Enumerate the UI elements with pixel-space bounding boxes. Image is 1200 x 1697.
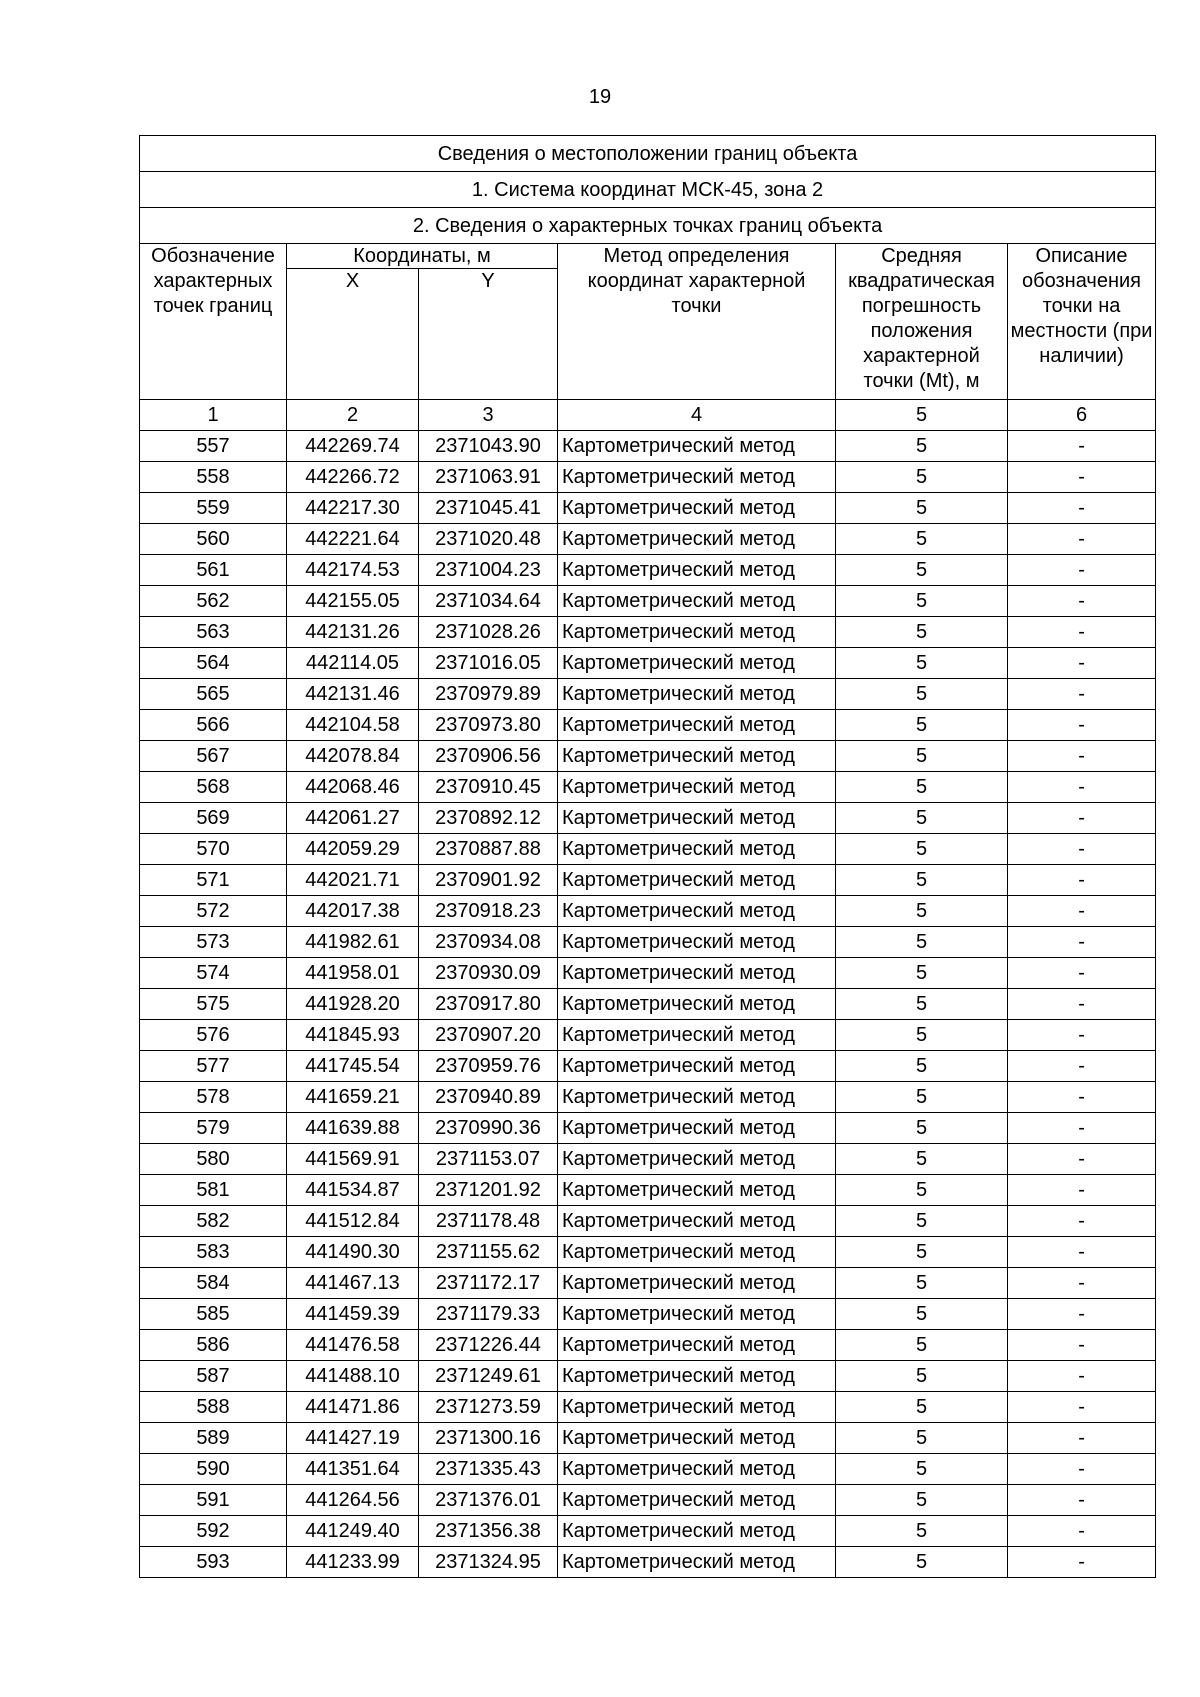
cell-error: 5 <box>836 1175 1008 1206</box>
cell-method: Картометрический метод <box>558 710 836 741</box>
header-y: Y <box>419 269 558 400</box>
table-row <box>140 1144 1156 1175</box>
boundary-points-table <box>139 135 1156 1578</box>
cell-x: 441958.01 <box>287 958 419 989</box>
cell-x: 442021.71 <box>287 865 419 896</box>
cell-error: 5 <box>836 741 1008 772</box>
cell-description: - <box>1008 679 1156 710</box>
cell-y: 2371201.92 <box>419 1175 558 1206</box>
table-row <box>140 1423 1156 1454</box>
cell-method: Картометрический метод <box>558 617 836 648</box>
table-row <box>140 1206 1156 1237</box>
cell-method: Картометрический метод <box>558 1299 836 1330</box>
cell-method: Картометрический метод <box>558 958 836 989</box>
table-row <box>140 555 1156 586</box>
cell-description: - <box>1008 493 1156 524</box>
table-row <box>140 1237 1156 1268</box>
cell-method: Картометрический метод <box>558 462 836 493</box>
cell-y: 2371016.05 <box>419 648 558 679</box>
cell-error: 5 <box>836 1206 1008 1237</box>
cell-description: - <box>1008 1299 1156 1330</box>
cell-x: 441745.54 <box>287 1051 419 1082</box>
cell-description: - <box>1008 1113 1156 1144</box>
table-body <box>140 431 1156 1578</box>
cell-error: 5 <box>836 617 1008 648</box>
cell-y: 2371034.64 <box>419 586 558 617</box>
cell-description: - <box>1008 1144 1156 1175</box>
cell-point: 567 <box>140 741 287 772</box>
table-row <box>140 1113 1156 1144</box>
table-row <box>140 1392 1156 1423</box>
cell-y: 2370930.09 <box>419 958 558 989</box>
cell-description: - <box>1008 462 1156 493</box>
cell-error: 5 <box>836 865 1008 896</box>
cell-description: - <box>1008 431 1156 462</box>
table-row <box>140 1547 1156 1578</box>
cell-description: - <box>1008 648 1156 679</box>
table-row <box>140 617 1156 648</box>
cell-method: Картометрический метод <box>558 586 836 617</box>
cell-point: 557 <box>140 431 287 462</box>
cell-point: 576 <box>140 1020 287 1051</box>
table-row <box>140 1082 1156 1113</box>
cell-error: 5 <box>836 524 1008 555</box>
cell-point: 575 <box>140 989 287 1020</box>
table-row <box>140 1454 1156 1485</box>
cell-y: 2371300.16 <box>419 1423 558 1454</box>
cell-x: 441639.88 <box>287 1113 419 1144</box>
cell-description: - <box>1008 834 1156 865</box>
cell-description: - <box>1008 772 1156 803</box>
cell-method: Картометрический метод <box>558 648 836 679</box>
cell-y: 2371335.43 <box>419 1454 558 1485</box>
table-row <box>140 803 1156 834</box>
section-heading: 2. Сведения о характерных точках границ объекта <box>140 208 1156 244</box>
header-method: Метод определения координат характерной точки <box>558 244 836 400</box>
cell-point: 564 <box>140 648 287 679</box>
cell-method: Картометрический метод <box>558 1051 836 1082</box>
table-row <box>140 493 1156 524</box>
cell-description: - <box>1008 524 1156 555</box>
page-number: 19 <box>588 86 612 108</box>
cell-y: 2370887.88 <box>419 834 558 865</box>
cell-error: 5 <box>836 1082 1008 1113</box>
cell-point: 559 <box>140 493 287 524</box>
cell-description: - <box>1008 1516 1156 1547</box>
column-number-row <box>140 400 1156 431</box>
cell-x: 442217.30 <box>287 493 419 524</box>
table-row <box>140 958 1156 989</box>
cell-y: 2370892.12 <box>419 803 558 834</box>
cell-y: 2371020.48 <box>419 524 558 555</box>
cell-y: 2371063.91 <box>419 462 558 493</box>
cell-description: - <box>1008 958 1156 989</box>
cell-point: 584 <box>140 1268 287 1299</box>
cell-y: 2370940.89 <box>419 1082 558 1113</box>
cell-y: 2370910.45 <box>419 772 558 803</box>
cell-x: 442059.29 <box>287 834 419 865</box>
cell-x: 441534.87 <box>287 1175 419 1206</box>
cell-x: 441569.91 <box>287 1144 419 1175</box>
cell-method: Картометрический метод <box>558 1206 836 1237</box>
cell-method: Картометрический метод <box>558 1175 836 1206</box>
header-error: Средняя квадратическая погрешность положения характерной точки (Mt), м <box>836 244 1008 400</box>
cell-y: 2371178.48 <box>419 1206 558 1237</box>
cell-error: 5 <box>836 1392 1008 1423</box>
cell-point: 587 <box>140 1361 287 1392</box>
cell-description: - <box>1008 1330 1156 1361</box>
cell-error: 5 <box>836 834 1008 865</box>
cell-point: 588 <box>140 1392 287 1423</box>
table-row <box>140 1299 1156 1330</box>
cell-point: 589 <box>140 1423 287 1454</box>
cell-point: 583 <box>140 1237 287 1268</box>
cell-method: Картометрический метод <box>558 1144 836 1175</box>
cell-description: - <box>1008 555 1156 586</box>
cell-y: 2371172.17 <box>419 1268 558 1299</box>
cell-x: 441845.93 <box>287 1020 419 1051</box>
cell-x: 441476.58 <box>287 1330 419 1361</box>
cell-y: 2371045.41 <box>419 493 558 524</box>
cell-y: 2370934.08 <box>419 927 558 958</box>
table-row <box>140 524 1156 555</box>
cell-x: 441233.99 <box>287 1547 419 1578</box>
cell-y: 2371376.01 <box>419 1485 558 1516</box>
cell-error: 5 <box>836 1516 1008 1547</box>
cell-method: Картометрический метод <box>558 865 836 896</box>
cell-method: Картометрический метод <box>558 679 836 710</box>
cell-error: 5 <box>836 1330 1008 1361</box>
cell-x: 441249.40 <box>287 1516 419 1547</box>
table-row <box>140 1268 1156 1299</box>
cell-method: Картометрический метод <box>558 1423 836 1454</box>
cell-method: Картометрический метод <box>558 1330 836 1361</box>
table-row <box>140 1485 1156 1516</box>
table-row <box>140 1175 1156 1206</box>
header-description: Описание обозначения точки на местности (при наличии) <box>1008 244 1156 400</box>
cell-error: 5 <box>836 1051 1008 1082</box>
cell-method: Картометрический метод <box>558 1454 836 1485</box>
cell-point: 577 <box>140 1051 287 1082</box>
column-number: 1 <box>140 400 287 431</box>
cell-description: - <box>1008 1206 1156 1237</box>
cell-x: 441467.13 <box>287 1268 419 1299</box>
cell-y: 2371356.38 <box>419 1516 558 1547</box>
cell-error: 5 <box>836 958 1008 989</box>
cell-description: - <box>1008 1547 1156 1578</box>
cell-method: Картометрический метод <box>558 1082 836 1113</box>
header-coordinates: Координаты, м <box>287 244 558 269</box>
cell-point: 580 <box>140 1144 287 1175</box>
table-row <box>140 431 1156 462</box>
cell-error: 5 <box>836 1020 1008 1051</box>
table-row <box>140 1361 1156 1392</box>
cell-point: 592 <box>140 1516 287 1547</box>
cell-error: 5 <box>836 1299 1008 1330</box>
cell-x: 441264.56 <box>287 1485 419 1516</box>
cell-point: 593 <box>140 1547 287 1578</box>
table-row <box>140 741 1156 772</box>
table-row <box>140 1020 1156 1051</box>
cell-method: Картометрический метод <box>558 1113 836 1144</box>
cell-point: 562 <box>140 586 287 617</box>
cell-y: 2370917.80 <box>419 989 558 1020</box>
cell-y: 2371273.59 <box>419 1392 558 1423</box>
cell-x: 441427.19 <box>287 1423 419 1454</box>
cell-description: - <box>1008 1082 1156 1113</box>
cell-error: 5 <box>836 431 1008 462</box>
cell-description: - <box>1008 1051 1156 1082</box>
column-number: 2 <box>287 400 419 431</box>
cell-x: 442269.74 <box>287 431 419 462</box>
table-row <box>140 1330 1156 1361</box>
cell-y: 2371153.07 <box>419 1144 558 1175</box>
cell-description: - <box>1008 1175 1156 1206</box>
cell-y: 2370906.56 <box>419 741 558 772</box>
cell-description: - <box>1008 1423 1156 1454</box>
column-number: 4 <box>558 400 836 431</box>
cell-y: 2371179.33 <box>419 1299 558 1330</box>
cell-y: 2371004.23 <box>419 555 558 586</box>
cell-x: 442104.58 <box>287 710 419 741</box>
cell-x: 442017.38 <box>287 896 419 927</box>
table-row <box>140 834 1156 865</box>
cell-method: Картометрический метод <box>558 1020 836 1051</box>
cell-point: 565 <box>140 679 287 710</box>
cell-y: 2371249.61 <box>419 1361 558 1392</box>
cell-point: 578 <box>140 1082 287 1113</box>
cell-error: 5 <box>836 586 1008 617</box>
cell-description: - <box>1008 896 1156 927</box>
cell-method: Картометрический метод <box>558 927 836 958</box>
cell-description: - <box>1008 1361 1156 1392</box>
cell-point: 563 <box>140 617 287 648</box>
cell-y: 2370907.20 <box>419 1020 558 1051</box>
cell-method: Картометрический метод <box>558 989 836 1020</box>
cell-description: - <box>1008 1237 1156 1268</box>
cell-x: 442174.53 <box>287 555 419 586</box>
cell-point: 569 <box>140 803 287 834</box>
table-row <box>140 865 1156 896</box>
cell-description: - <box>1008 741 1156 772</box>
cell-error: 5 <box>836 710 1008 741</box>
cell-x: 441928.20 <box>287 989 419 1020</box>
cell-x: 442131.26 <box>287 617 419 648</box>
cell-x: 441459.39 <box>287 1299 419 1330</box>
cell-point: 582 <box>140 1206 287 1237</box>
column-number: 3 <box>419 400 558 431</box>
table-row <box>140 927 1156 958</box>
cell-method: Картометрический метод <box>558 431 836 462</box>
cell-y: 2370959.76 <box>419 1051 558 1082</box>
header-x: X <box>287 269 419 400</box>
coordinate-system: 1. Система координат МСК-45, зона 2 <box>140 172 1156 208</box>
cell-error: 5 <box>836 803 1008 834</box>
cell-point: 579 <box>140 1113 287 1144</box>
table-row <box>140 989 1156 1020</box>
cell-point: 573 <box>140 927 287 958</box>
cell-error: 5 <box>836 927 1008 958</box>
cell-x: 442078.84 <box>287 741 419 772</box>
cell-point: 558 <box>140 462 287 493</box>
table-row <box>140 1516 1156 1547</box>
cell-x: 441488.10 <box>287 1361 419 1392</box>
cell-error: 5 <box>836 1237 1008 1268</box>
cell-error: 5 <box>836 493 1008 524</box>
cell-error: 5 <box>836 1268 1008 1299</box>
cell-error: 5 <box>836 1485 1008 1516</box>
cell-description: - <box>1008 1020 1156 1051</box>
cell-x: 442155.05 <box>287 586 419 617</box>
cell-method: Картометрический метод <box>558 1237 836 1268</box>
cell-error: 5 <box>836 1113 1008 1144</box>
cell-point: 591 <box>140 1485 287 1516</box>
cell-error: 5 <box>836 1547 1008 1578</box>
cell-description: - <box>1008 617 1156 648</box>
table-row <box>140 772 1156 803</box>
cell-method: Картометрический метод <box>558 1485 836 1516</box>
cell-error: 5 <box>836 555 1008 586</box>
cell-point: 566 <box>140 710 287 741</box>
header-point-designation: Обозначение характерных точек границ <box>140 244 287 400</box>
cell-x: 441490.30 <box>287 1237 419 1268</box>
column-number: 6 <box>1008 400 1156 431</box>
cell-y: 2371226.44 <box>419 1330 558 1361</box>
cell-description: - <box>1008 1485 1156 1516</box>
cell-y: 2371155.62 <box>419 1237 558 1268</box>
cell-y: 2370990.36 <box>419 1113 558 1144</box>
cell-x: 441982.61 <box>287 927 419 958</box>
cell-method: Картометрический метод <box>558 1268 836 1299</box>
cell-point: 560 <box>140 524 287 555</box>
cell-error: 5 <box>836 1423 1008 1454</box>
cell-x: 441471.86 <box>287 1392 419 1423</box>
cell-method: Картометрический метод <box>558 1516 836 1547</box>
cell-description: - <box>1008 803 1156 834</box>
cell-description: - <box>1008 1392 1156 1423</box>
cell-method: Картометрический метод <box>558 1361 836 1392</box>
cell-error: 5 <box>836 1361 1008 1392</box>
cell-method: Картометрический метод <box>558 1392 836 1423</box>
cell-point: 585 <box>140 1299 287 1330</box>
cell-y: 2370973.80 <box>419 710 558 741</box>
cell-x: 442266.72 <box>287 462 419 493</box>
table-row <box>140 586 1156 617</box>
cell-description: - <box>1008 989 1156 1020</box>
table-row <box>140 679 1156 710</box>
cell-description: - <box>1008 710 1156 741</box>
cell-y: 2371324.95 <box>419 1547 558 1578</box>
table-row <box>140 648 1156 679</box>
cell-x: 442068.46 <box>287 772 419 803</box>
cell-point: 574 <box>140 958 287 989</box>
cell-x: 441351.64 <box>287 1454 419 1485</box>
cell-description: - <box>1008 865 1156 896</box>
cell-y: 2370901.92 <box>419 865 558 896</box>
cell-method: Картометрический метод <box>558 772 836 803</box>
column-number: 5 <box>836 400 1008 431</box>
cell-method: Картометрический метод <box>558 741 836 772</box>
cell-error: 5 <box>836 772 1008 803</box>
cell-point: 586 <box>140 1330 287 1361</box>
cell-point: 590 <box>140 1454 287 1485</box>
cell-error: 5 <box>836 679 1008 710</box>
cell-y: 2370979.89 <box>419 679 558 710</box>
cell-y: 2371028.26 <box>419 617 558 648</box>
cell-error: 5 <box>836 648 1008 679</box>
cell-method: Картометрический метод <box>558 1547 836 1578</box>
cell-method: Картометрический метод <box>558 834 836 865</box>
cell-error: 5 <box>836 989 1008 1020</box>
cell-x: 442221.64 <box>287 524 419 555</box>
cell-y: 2371043.90 <box>419 431 558 462</box>
table-row <box>140 1051 1156 1082</box>
cell-point: 572 <box>140 896 287 927</box>
cell-error: 5 <box>836 1144 1008 1175</box>
cell-x: 442131.46 <box>287 679 419 710</box>
table-row <box>140 710 1156 741</box>
cell-description: - <box>1008 927 1156 958</box>
cell-method: Картометрический метод <box>558 524 836 555</box>
cell-y: 2370918.23 <box>419 896 558 927</box>
table-row <box>140 462 1156 493</box>
cell-point: 581 <box>140 1175 287 1206</box>
cell-method: Картометрический метод <box>558 803 836 834</box>
cell-point: 568 <box>140 772 287 803</box>
cell-x: 442061.27 <box>287 803 419 834</box>
cell-point: 571 <box>140 865 287 896</box>
cell-description: - <box>1008 1268 1156 1299</box>
cell-point: 570 <box>140 834 287 865</box>
cell-description: - <box>1008 586 1156 617</box>
cell-error: 5 <box>836 896 1008 927</box>
cell-method: Картометрический метод <box>558 555 836 586</box>
cell-x: 441512.84 <box>287 1206 419 1237</box>
cell-x: 442114.05 <box>287 648 419 679</box>
cell-method: Картометрический метод <box>558 493 836 524</box>
cell-error: 5 <box>836 1454 1008 1485</box>
table-row <box>140 896 1156 927</box>
cell-x: 441659.21 <box>287 1082 419 1113</box>
cell-description: - <box>1008 1454 1156 1485</box>
cell-error: 5 <box>836 462 1008 493</box>
cell-method: Картометрический метод <box>558 896 836 927</box>
table-title: Сведения о местоположении границ объекта <box>140 136 1156 172</box>
cell-point: 561 <box>140 555 287 586</box>
